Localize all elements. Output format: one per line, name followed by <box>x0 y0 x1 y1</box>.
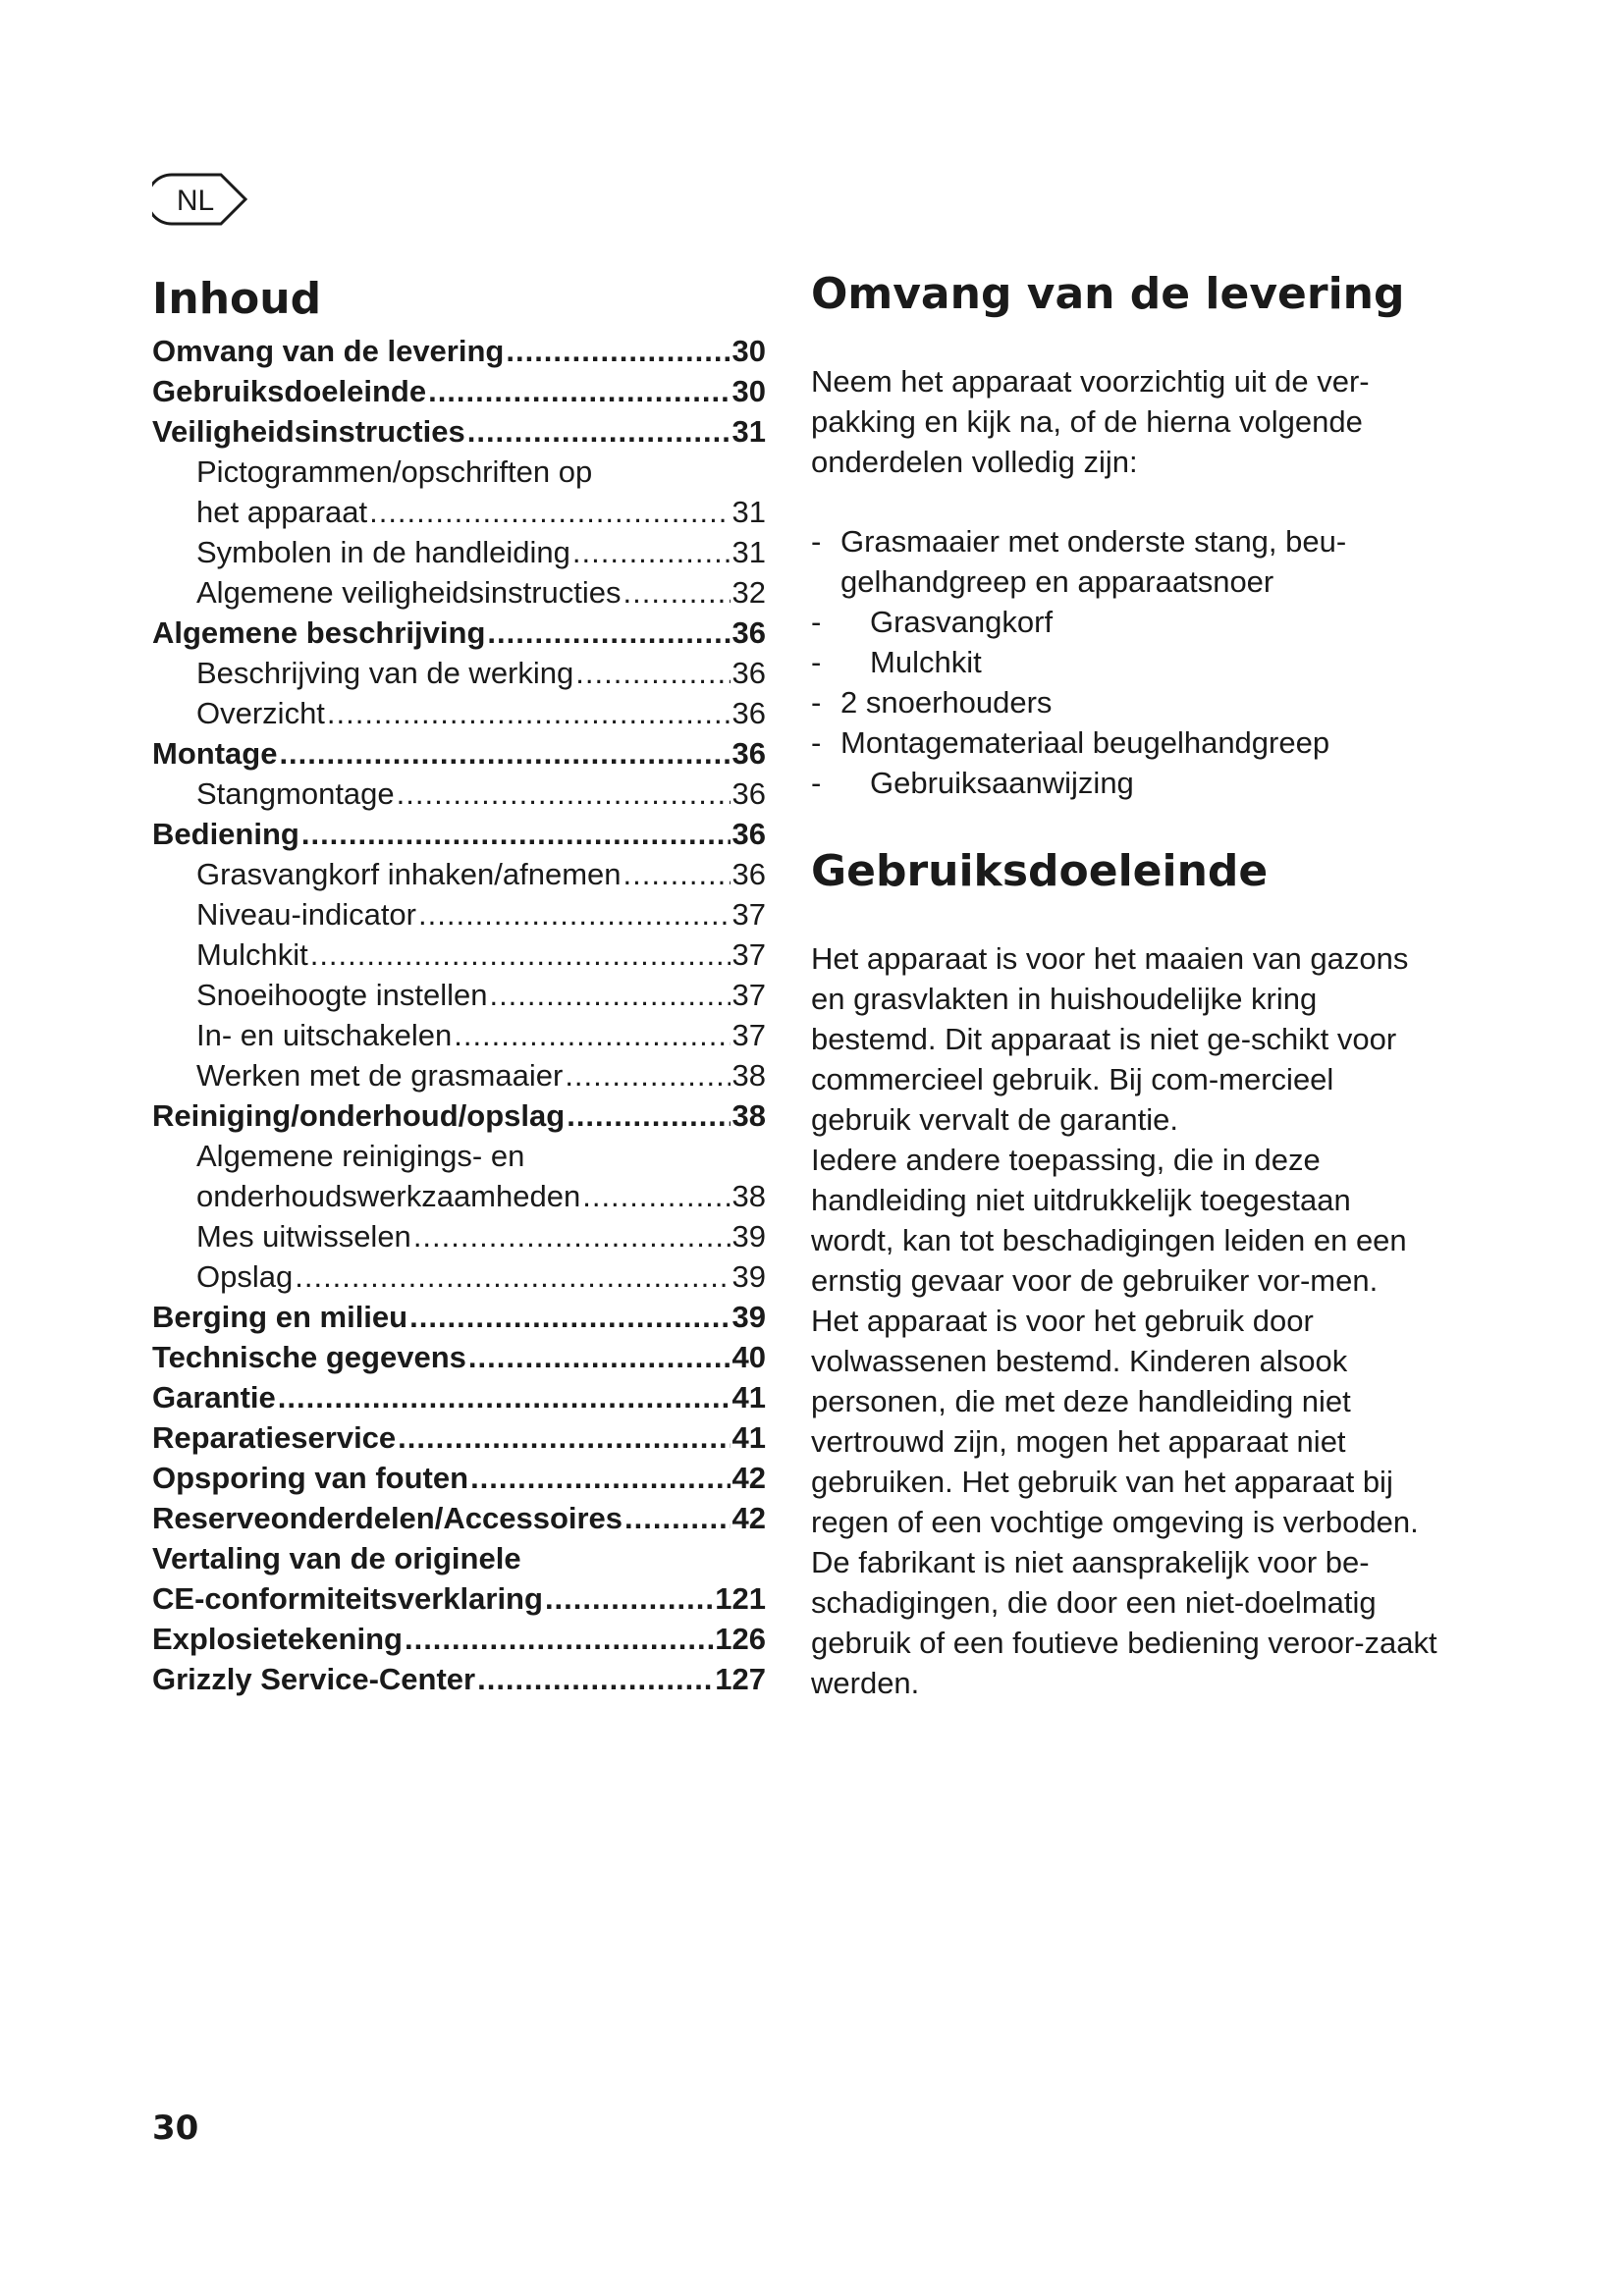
toc-entry-label: Montage <box>152 736 278 771</box>
toc-entry[interactable] <box>152 1659 766 1699</box>
list-item-text: Grasmaaier met onderste stang, beu- <box>840 524 1347 559</box>
list-item <box>811 722 1439 763</box>
toc-entry[interactable] <box>152 613 766 653</box>
toc-leader-dots <box>506 331 730 371</box>
table-of-contents <box>152 270 766 1699</box>
toc-entry-page: 39 <box>731 1219 766 1254</box>
toc-entry[interactable] <box>152 1417 766 1458</box>
toc-leader-dots <box>413 1216 731 1256</box>
purpose-paragraph: Het apparaat is voor het gebruik door volwassenen bestemd. Kinderen alsook personen, die met deze handleiding niet vertrouwd zijn, mogen het apparaat niet gebruiken. Het gebruik van het apparaat bij regen of een vochtige omgeving is verboden. <box>811 1304 1419 1539</box>
toc-entry-page: 37 <box>731 897 766 932</box>
toc-entry-page: 37 <box>731 937 766 972</box>
toc-entry-label: CE-conformiteitsverklaring <box>152 1581 543 1616</box>
toc-entry-page: 38 <box>731 1058 766 1093</box>
list-item-text: Gebruiksaanwijzing <box>870 766 1134 800</box>
language-badge <box>152 171 248 228</box>
list-item <box>811 521 1439 602</box>
toc-entry-page: 126 <box>715 1622 766 1656</box>
toc-entry-page: 36 <box>731 696 766 730</box>
toc-entry-page: 30 <box>731 374 766 408</box>
toc-entry-label: Technische gegevens <box>152 1340 466 1374</box>
toc-entry-page: 39 <box>731 1300 766 1334</box>
language-badge-text: NL <box>176 185 215 217</box>
toc-leader-dots <box>477 1659 713 1699</box>
toc-entry-label: Symbolen in de handleiding <box>196 535 570 569</box>
toc-leader-dots <box>624 1498 730 1538</box>
scope-title: Omvang van de levering <box>811 269 1405 319</box>
toc-entry-label: Grizzly Service-Center <box>152 1662 476 1696</box>
content-column <box>811 265 1439 1703</box>
scope-list <box>811 521 1439 803</box>
list-dash: - <box>811 524 822 559</box>
toc-entry-label: Omvang van de levering <box>152 334 505 368</box>
toc-entry[interactable] <box>152 894 766 934</box>
toc-entry-page: 127 <box>715 1662 766 1696</box>
toc-leader-dots <box>409 1297 730 1337</box>
toc-entry-page: 31 <box>731 535 766 569</box>
toc-entry-label: Veiligheidsinstructies <box>152 414 465 449</box>
toc-entry-page: 121 <box>715 1581 766 1616</box>
toc-leader-dots <box>428 371 730 411</box>
toc-entry-label: onderhoudswerkzaamheden <box>196 1179 581 1213</box>
toc-entry-label: Reiniging/onderhoud/opslag <box>152 1098 566 1133</box>
toc-entry-page: 30 <box>731 334 766 368</box>
toc-entry-label: Algemene beschrijving <box>152 615 486 650</box>
toc-entry[interactable] <box>152 1055 766 1095</box>
list-item <box>811 682 1439 722</box>
toc-entry[interactable] <box>152 653 766 693</box>
toc-entry-label: Reserveonderdelen/Accessoires <box>152 1501 623 1535</box>
toc-entry[interactable] <box>152 934 766 975</box>
toc-entry-label: Mes uitwisselen <box>196 1219 411 1254</box>
toc-entry-label: Berging en milieu <box>152 1300 408 1334</box>
toc-entry-label: Garantie <box>152 1380 276 1415</box>
toc-leader-dots <box>418 894 731 934</box>
toc-entry-label: Algemene veiligheidsinstructies <box>196 575 622 610</box>
toc-leader-dots <box>397 774 731 814</box>
toc-leader-dots <box>327 693 731 733</box>
toc-entry-label: Gebruiksdoeleinde <box>152 374 427 408</box>
list-item-continuation: gelhandgreep en apparaatsnoer <box>840 564 1274 599</box>
toc-entry[interactable] <box>152 1538 766 1578</box>
toc-leader-dots <box>545 1578 713 1619</box>
list-dash: - <box>811 766 822 800</box>
toc-entry[interactable] <box>152 1176 766 1216</box>
toc-entry-label: Snoeihoogte instellen <box>196 978 488 1012</box>
toc-entry-label: Opslag <box>196 1259 294 1294</box>
toc-leader-dots <box>295 1256 730 1297</box>
purpose-paragraph: De fabrikant is niet aansprakelijk voor be-schadigingen, die door een niet-doelmatig gebruik of een foutieve bediening veroor-zaakt werden. <box>811 1545 1437 1700</box>
toc-entry-page: 38 <box>731 1098 766 1133</box>
toc-entry-label: Vertaling van de originele <box>152 1541 521 1575</box>
purpose-paragraph: Het apparaat is voor het maaien van gazons en grasvlakten in huishoudelijke kring bestemd. Dit apparaat is niet ge-schikt voor commercieel gebruik. Bij com-mercieel gebruik vervalt de garantie. <box>811 941 1409 1137</box>
toc-entry-page: 38 <box>731 1179 766 1213</box>
toc-entry-page: 42 <box>731 1501 766 1535</box>
toc-entry[interactable] <box>152 1377 766 1417</box>
toc-entry[interactable] <box>152 1337 766 1377</box>
toc-entry-page: 31 <box>731 414 766 449</box>
language-badge-shape <box>152 171 248 228</box>
toc-entry[interactable] <box>152 1458 766 1498</box>
list-item-text: Mulchkit <box>870 645 982 679</box>
toc-title: Inhoud <box>152 274 322 324</box>
toc-leader-dots <box>310 934 731 975</box>
toc-leader-dots <box>278 1377 731 1417</box>
toc-entry[interactable] <box>152 1256 766 1297</box>
toc-entry-label: Reparatieservice <box>152 1420 397 1455</box>
list-dash: - <box>811 685 822 720</box>
list-item <box>811 642 1439 682</box>
toc-entry-label: Werken met de grasmaaier <box>196 1058 564 1093</box>
toc-entry-label: het apparaat <box>196 495 368 529</box>
toc-leader-dots <box>467 411 731 452</box>
toc-entry-page: 36 <box>731 656 766 690</box>
toc-entry[interactable] <box>152 854 766 894</box>
toc-list <box>152 331 766 1699</box>
list-dash: - <box>811 725 822 760</box>
toc-leader-dots <box>565 1055 730 1095</box>
toc-leader-dots <box>470 1458 730 1498</box>
purpose-paragraph: Iedere andere toepassing, die in deze handleiding niet uitdrukkelijk toegestaan wordt, kan tot beschadigingen leiden en een ernstig gevaar voor de gebruiker vor-men. <box>811 1143 1407 1298</box>
toc-entry-page: 36 <box>731 736 766 771</box>
toc-entry-label: Niveau-indicator <box>196 897 416 932</box>
toc-entry[interactable] <box>152 693 766 733</box>
toc-entry[interactable] <box>152 733 766 774</box>
toc-entry-label: Stangmontage <box>196 776 395 811</box>
list-dash: - <box>811 605 822 639</box>
toc-entry-label: Pictogrammen/opschriften op <box>196 454 593 489</box>
toc-entry[interactable] <box>152 1015 766 1055</box>
toc-entry[interactable] <box>152 1216 766 1256</box>
list-item-text: Montagemateriaal beugelhandgreep <box>840 725 1330 760</box>
toc-leader-dots <box>301 814 731 854</box>
toc-entry[interactable] <box>152 814 766 854</box>
toc-leader-dots <box>623 854 731 894</box>
list-item-text: Grasvangkorf <box>870 605 1054 639</box>
toc-leader-dots <box>405 1619 713 1659</box>
toc-entry-page: 32 <box>731 575 766 610</box>
toc-entry-page: 42 <box>731 1461 766 1495</box>
toc-entry[interactable] <box>152 572 766 613</box>
toc-entry-page: 37 <box>731 1018 766 1052</box>
toc-entry-label: Overzicht <box>196 696 325 730</box>
toc-entry[interactable] <box>152 452 766 492</box>
list-item-text: 2 snoerhouders <box>840 685 1053 720</box>
toc-entry[interactable] <box>152 331 766 371</box>
toc-entry[interactable] <box>152 532 766 572</box>
toc-entry-label: Beschrijving van de werking <box>196 656 574 690</box>
toc-entry-page: 37 <box>731 978 766 1012</box>
toc-leader-dots <box>572 532 731 572</box>
list-dash: - <box>811 645 822 679</box>
scope-intro: Neem het apparaat voorzichtig uit de ver-pakking en kijk na, of de hierna volgende onderdelen volledig zijn: <box>811 364 1370 479</box>
toc-entry-page: 31 <box>731 495 766 529</box>
toc-leader-dots <box>582 1176 730 1216</box>
toc-entry-page: 36 <box>731 615 766 650</box>
toc-entry[interactable] <box>152 774 766 814</box>
toc-entry-page: 36 <box>731 817 766 851</box>
page-number: 30 <box>152 2109 199 2148</box>
toc-entry-label: Explosietekening <box>152 1622 403 1656</box>
toc-entry-label: Bediening <box>152 817 299 851</box>
toc-entry-label: Grasvangkorf inhaken/afnemen <box>196 857 622 891</box>
toc-leader-dots <box>489 975 730 1015</box>
toc-entry-label: Opsporing van fouten <box>152 1461 469 1495</box>
toc-entry-page: 40 <box>731 1340 766 1374</box>
toc-entry[interactable] <box>152 371 766 411</box>
toc-entry-label: Algemene reinigings- en <box>196 1139 525 1173</box>
toc-entry-label: Mulchkit <box>196 937 308 972</box>
list-item <box>811 602 1439 642</box>
list-item <box>811 763 1439 803</box>
toc-entry[interactable] <box>152 411 766 452</box>
toc-entry[interactable] <box>152 1297 766 1337</box>
toc-entry[interactable] <box>152 1578 766 1619</box>
toc-leader-dots <box>369 492 730 532</box>
toc-leader-dots <box>468 1337 731 1377</box>
toc-entry-page: 41 <box>731 1380 766 1415</box>
toc-entry-page: 41 <box>731 1420 766 1455</box>
toc-leader-dots <box>487 613 730 653</box>
toc-leader-dots <box>454 1015 730 1055</box>
toc-entry[interactable] <box>152 975 766 1015</box>
toc-entry-page: 36 <box>731 776 766 811</box>
toc-entry-label: In- en uitschakelen <box>196 1018 453 1052</box>
toc-leader-dots <box>279 733 730 774</box>
toc-entry-page: 36 <box>731 857 766 891</box>
toc-leader-dots <box>567 1095 730 1136</box>
toc-entry[interactable] <box>152 1095 766 1136</box>
toc-leader-dots <box>623 572 731 613</box>
toc-entry[interactable] <box>152 492 766 532</box>
toc-leader-dots <box>398 1417 730 1458</box>
toc-entry[interactable] <box>152 1136 766 1176</box>
toc-entry[interactable] <box>152 1619 766 1659</box>
purpose-title: Gebruiksdoeleinde <box>811 846 1269 896</box>
toc-entry[interactable] <box>152 1498 766 1538</box>
toc-leader-dots <box>575 653 730 693</box>
purpose-body <box>811 938 1439 1703</box>
toc-entry-page: 39 <box>731 1259 766 1294</box>
